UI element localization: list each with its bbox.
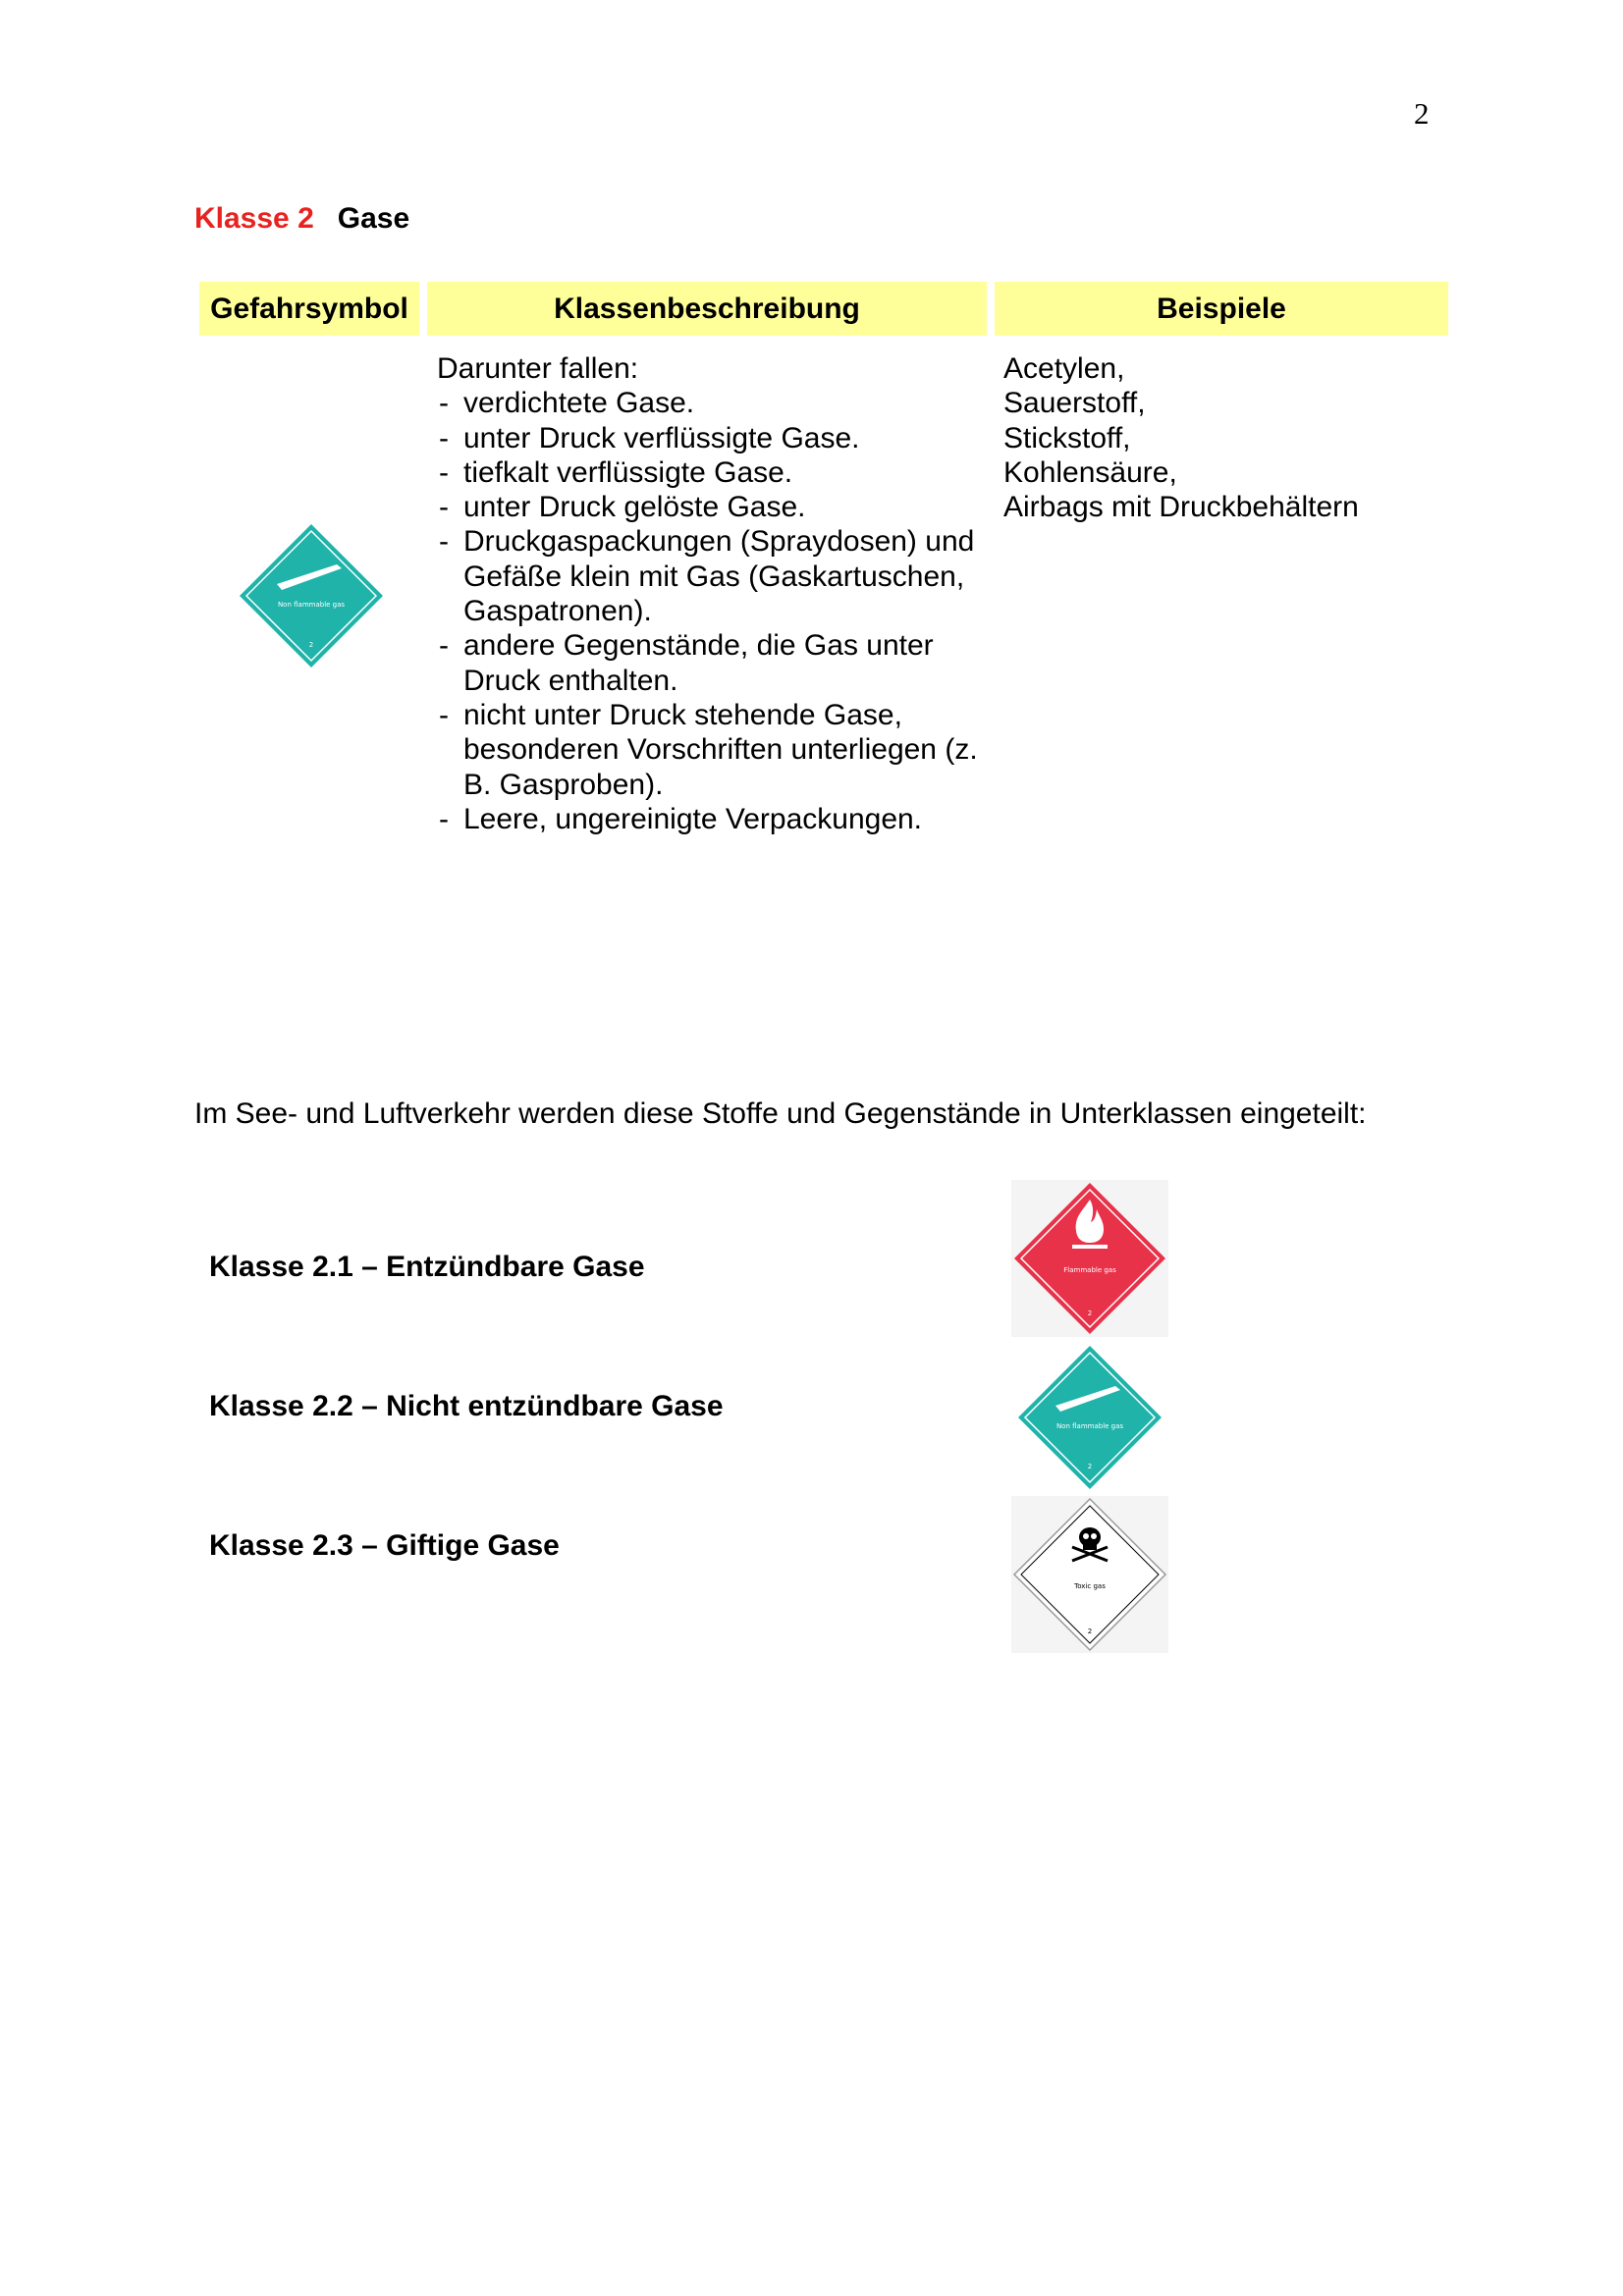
header-gefahrsymbol: Gefahrsymbol <box>199 282 419 336</box>
sign-number: 2 <box>308 641 314 649</box>
example-item: Airbags mit Druckbehältern <box>1003 491 1359 524</box>
description-item: - andere Gegenstände, die Gas unter Druck enthalten. <box>437 628 987 698</box>
subclass-2-2-label: Klasse 2.2 – Nicht entzündbare Gase <box>209 1390 724 1422</box>
description-item: - Druckgaspackungen (Spraydosen) und Gefäße klein mit Gas (Gaskartuschen, Gaspatronen). <box>437 524 987 628</box>
description-list <box>437 386 987 836</box>
example-item: Kohlensäure, <box>1003 455 1177 489</box>
sea-air-text: Im See- und Luftverkehr werden diese Stoffe und Gegenstände in Unterklassen eingeteilt: <box>194 1097 1367 1130</box>
example-item: Stickstoff, <box>1003 421 1131 454</box>
example-item: Acetylen, <box>1003 352 1125 385</box>
sign-caption: Flammable gas <box>1063 1266 1116 1274</box>
sign-caption: Non flammable gas <box>1055 1422 1124 1430</box>
section-title <box>194 202 409 236</box>
class-description <box>437 351 987 836</box>
sign-caption: Toxic gas <box>1074 1582 1106 1590</box>
description-item: - unter Druck verflüssigte Gase. <box>437 421 987 455</box>
description-intro: Darunter fallen: <box>437 352 639 385</box>
description-item: - verdichtete Gase. <box>437 386 987 420</box>
subclass-2-3-label: Klasse 2.3 – Giftige Gase <box>209 1529 560 1562</box>
description-item: - nicht unter Druck stehende Gase, besonderen Vorschriften unterliegen (z. B. Gasproben). <box>437 698 987 802</box>
examples-list <box>1003 351 1445 524</box>
sign-caption: Non flammable gas <box>277 601 346 609</box>
description-item: - Leere, ungereinigte Verpackungen. <box>437 802 987 836</box>
example-item: Sauerstoff, <box>1003 387 1146 420</box>
description-item: - unter Druck gelöste Gase. <box>437 490 987 524</box>
class-label: Klasse 2 <box>194 202 314 235</box>
header-klassenbeschreibung: Klassenbeschreibung <box>427 282 987 336</box>
sign-number: 2 <box>1087 1463 1093 1470</box>
non-flammable-gas-sign <box>238 522 385 669</box>
sign-number: 2 <box>1087 1309 1093 1317</box>
flammable-gas-sign <box>1011 1180 1168 1337</box>
sign-number: 2 <box>1087 1628 1093 1635</box>
class-name: Gase <box>337 202 410 235</box>
non-flammable-gas-sign-small <box>1016 1344 1163 1491</box>
subclass-2-1-label: Klasse 2.1 – Entzündbare Gase <box>209 1251 645 1283</box>
description-item: - tiefkalt verflüssigte Gase. <box>437 455 987 490</box>
toxic-gas-sign <box>1011 1496 1168 1653</box>
flame-base-icon <box>1072 1245 1108 1249</box>
page-number: 2 <box>1414 96 1430 131</box>
header-beispiele: Beispiele <box>995 282 1448 336</box>
